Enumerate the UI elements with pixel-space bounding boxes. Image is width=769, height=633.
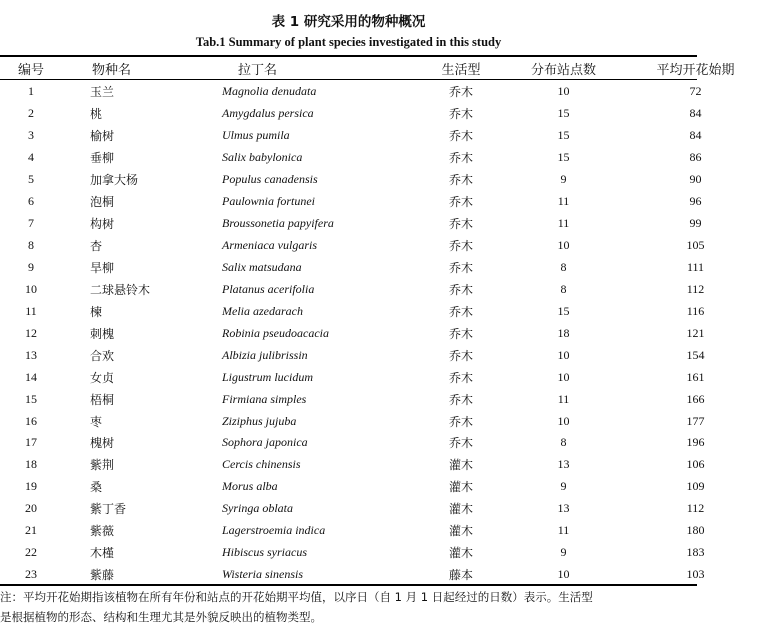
cell-latin-name: Armeniaca vulgaris bbox=[222, 238, 317, 253]
cell-latin-name: Paulownia fortunei bbox=[222, 194, 315, 209]
cell-mean-flowering: 84 bbox=[689, 106, 702, 121]
cell-mean-flowering: 166 bbox=[686, 391, 705, 406]
cell-number: 18 bbox=[25, 457, 37, 472]
cell-species-name: 二球悬铃木 bbox=[90, 282, 151, 297]
cell-station-count: 15 bbox=[557, 106, 570, 121]
cell-number: 20 bbox=[25, 501, 37, 516]
cell-mean-flowering: 86 bbox=[689, 150, 702, 165]
cell-latin-name: Sophora japonica bbox=[222, 435, 308, 450]
table-row bbox=[0, 213, 769, 235]
header-latin-name: 拉丁名 bbox=[238, 62, 278, 78]
cell-latin-name: Ziziphus jujuba bbox=[222, 413, 297, 428]
cell-mean-flowering: 154 bbox=[686, 347, 705, 362]
cell-species-name: 旱柳 bbox=[90, 260, 115, 275]
cell-mean-flowering: 84 bbox=[689, 128, 702, 143]
table-row bbox=[0, 564, 769, 586]
cell-mean-flowering: 196 bbox=[686, 435, 705, 450]
cell-station-count: 18 bbox=[557, 325, 570, 340]
cell-mean-flowering: 180 bbox=[686, 523, 705, 538]
table-row bbox=[0, 147, 769, 169]
cell-mean-flowering: 105 bbox=[686, 238, 705, 253]
table-row bbox=[0, 432, 769, 454]
cell-latin-name: Broussonetia papyifera bbox=[222, 216, 334, 231]
cell-station-count: 11 bbox=[557, 216, 570, 231]
cell-latin-name: Ulmus pumila bbox=[222, 128, 290, 143]
table-row bbox=[0, 542, 769, 564]
cell-station-count: 10 bbox=[557, 567, 570, 582]
footnote-line: 是根据植物的形态、结构和生理尤其是外貌反映出的植物类型。 bbox=[0, 610, 322, 624]
cell-station-count: 11 bbox=[557, 391, 570, 406]
cell-life-form: 灌木 bbox=[448, 502, 473, 517]
cell-latin-name: Ligustrum lucidum bbox=[222, 369, 314, 384]
header-number: 编号 bbox=[17, 61, 44, 77]
cell-number: 22 bbox=[25, 545, 37, 560]
table-row bbox=[0, 366, 769, 388]
cell-latin-name: Melia azedarach bbox=[222, 303, 303, 318]
cell-station-count: 8 bbox=[560, 281, 567, 296]
cell-number: 5 bbox=[28, 172, 34, 187]
cell-life-form: 乔木 bbox=[448, 436, 473, 451]
cell-mean-flowering: 183 bbox=[686, 545, 705, 560]
cell-mean-flowering: 103 bbox=[686, 567, 705, 582]
cell-life-form: 乔木 bbox=[448, 129, 473, 144]
cell-mean-flowering: 177 bbox=[686, 413, 705, 428]
cell-latin-name: Populus canadensis bbox=[222, 172, 318, 187]
table-row bbox=[0, 454, 769, 476]
cell-species-name: 女贞 bbox=[90, 370, 115, 385]
cell-mean-flowering: 90 bbox=[689, 172, 702, 187]
cell-species-name: 紫丁香 bbox=[90, 502, 127, 517]
cell-number: 9 bbox=[28, 259, 34, 274]
cell-life-form: 乔木 bbox=[448, 217, 473, 232]
cell-station-count: 8 bbox=[560, 259, 567, 274]
cell-station-count: 15 bbox=[557, 150, 570, 165]
cell-life-form: 灌木 bbox=[448, 524, 473, 539]
cell-station-count: 8 bbox=[560, 435, 567, 450]
cell-life-form: 乔木 bbox=[448, 173, 473, 188]
cell-number: 1 bbox=[28, 84, 34, 99]
cell-station-count: 15 bbox=[557, 128, 570, 143]
cell-number: 10 bbox=[25, 281, 37, 296]
cell-life-form: 乔木 bbox=[448, 304, 473, 319]
cell-mean-flowering: 96 bbox=[689, 194, 702, 209]
footnote-line: 注：平均开花始期指该植物在所有年份和站点的开花始期平均值，以序日（自 1 月 1 日起经过的日数）表示。生活型 bbox=[0, 590, 593, 604]
cell-species-name: 槐树 bbox=[90, 436, 115, 451]
cell-life-form: 灌木 bbox=[448, 480, 473, 495]
table-row bbox=[0, 388, 769, 410]
header-row bbox=[0, 57, 769, 79]
cell-number: 16 bbox=[25, 413, 37, 428]
cell-life-form: 乔木 bbox=[448, 392, 473, 407]
cell-species-name: 桑 bbox=[90, 480, 103, 495]
cell-number: 4 bbox=[28, 150, 34, 165]
cell-latin-name: Hibiscus syriacus bbox=[222, 545, 307, 560]
cell-latin-name: Wisteria sinensis bbox=[222, 567, 304, 582]
table-row bbox=[0, 278, 769, 300]
cell-station-count: 9 bbox=[560, 172, 567, 187]
cell-number: 11 bbox=[25, 303, 37, 318]
cell-latin-name: Robinia pseudoacacia bbox=[222, 325, 329, 340]
table-title-english: Tab.1 Summary of plant species investigated in this study bbox=[195, 35, 502, 49]
cell-species-name: 玉兰 bbox=[90, 85, 115, 100]
cell-species-name: 紫荆 bbox=[90, 458, 115, 473]
table-row bbox=[0, 257, 769, 279]
table-body bbox=[0, 79, 769, 586]
cell-species-name: 榆树 bbox=[90, 129, 115, 144]
cell-station-count: 11 bbox=[557, 194, 570, 209]
cell-latin-name: Albizia julibrissin bbox=[222, 347, 308, 362]
table-row bbox=[0, 520, 769, 542]
species-table bbox=[0, 57, 769, 586]
cell-station-count: 15 bbox=[557, 303, 570, 318]
table-row bbox=[0, 103, 769, 125]
table-footnote bbox=[0, 587, 697, 627]
cell-number: 19 bbox=[25, 479, 37, 494]
cell-life-form: 乔木 bbox=[448, 326, 473, 341]
cell-species-name: 加拿大杨 bbox=[90, 173, 139, 188]
cell-station-count: 10 bbox=[557, 413, 570, 428]
cell-species-name: 泡桐 bbox=[90, 195, 115, 210]
cell-life-form: 乔木 bbox=[448, 282, 473, 297]
cell-life-form: 乔木 bbox=[448, 414, 473, 429]
cell-mean-flowering: 112 bbox=[686, 281, 705, 296]
cell-number: 6 bbox=[28, 194, 34, 209]
cell-species-name: 楝 bbox=[90, 304, 103, 319]
cell-latin-name: Syringa oblata bbox=[222, 501, 293, 516]
header-species-name: 物种名 bbox=[92, 62, 132, 78]
cell-mean-flowering: 161 bbox=[686, 369, 705, 384]
cell-number: 13 bbox=[25, 347, 37, 362]
cell-station-count: 10 bbox=[557, 347, 570, 362]
cell-number: 17 bbox=[25, 435, 37, 450]
cell-number: 8 bbox=[28, 238, 34, 253]
cell-life-form: 乔木 bbox=[448, 195, 473, 210]
cell-number: 3 bbox=[28, 128, 34, 143]
cell-station-count: 13 bbox=[557, 501, 570, 516]
cell-species-name: 梧桐 bbox=[90, 392, 115, 407]
cell-station-count: 11 bbox=[557, 523, 570, 538]
table-row bbox=[0, 498, 769, 520]
cell-latin-name: Cercis chinensis bbox=[222, 457, 301, 472]
cell-mean-flowering: 72 bbox=[689, 84, 702, 99]
table-row bbox=[0, 191, 769, 213]
table-row bbox=[0, 476, 769, 498]
cell-mean-flowering: 121 bbox=[686, 325, 705, 340]
cell-species-name: 合欢 bbox=[90, 348, 115, 363]
header-life-form: 生活型 bbox=[441, 62, 481, 78]
cell-species-name: 桃 bbox=[90, 107, 103, 122]
cell-number: 23 bbox=[25, 567, 37, 582]
cell-life-form: 灌木 bbox=[448, 458, 473, 473]
cell-station-count: 9 bbox=[560, 545, 567, 560]
cell-life-form: 灌木 bbox=[448, 546, 473, 561]
cell-life-form: 乔木 bbox=[448, 107, 473, 122]
cell-species-name: 木槿 bbox=[90, 546, 115, 561]
table-row bbox=[0, 410, 769, 432]
cell-number: 15 bbox=[25, 391, 37, 406]
cell-life-form: 乔木 bbox=[448, 85, 473, 100]
cell-mean-flowering: 109 bbox=[686, 479, 705, 494]
table-row bbox=[0, 344, 769, 366]
header-station-count: 分布站点数 bbox=[530, 61, 596, 77]
cell-latin-name: Lagerstroemia indica bbox=[222, 523, 326, 538]
header-mean-flowering: 平均开花始期 bbox=[656, 61, 735, 77]
cell-life-form: 藤本 bbox=[448, 568, 473, 583]
cell-life-form: 乔木 bbox=[448, 260, 473, 275]
cell-number: 2 bbox=[28, 106, 34, 121]
cell-mean-flowering: 112 bbox=[686, 501, 705, 516]
cell-species-name: 构树 bbox=[90, 217, 115, 232]
cell-species-name: 紫薇 bbox=[90, 524, 115, 539]
table-row bbox=[0, 300, 769, 322]
cell-life-form: 乔木 bbox=[448, 348, 473, 363]
table-row bbox=[0, 125, 769, 147]
table-row bbox=[0, 235, 769, 257]
cell-life-form: 乔木 bbox=[448, 370, 473, 385]
table-row bbox=[0, 169, 769, 191]
table-row bbox=[0, 79, 769, 103]
cell-latin-name: Platanus acerifolia bbox=[222, 281, 315, 296]
cell-mean-flowering: 106 bbox=[686, 457, 705, 472]
cell-latin-name: Salix matsudana bbox=[222, 259, 302, 274]
cell-number: 14 bbox=[25, 369, 37, 384]
cell-species-name: 垂柳 bbox=[90, 151, 115, 166]
cell-latin-name: Amygdalus persica bbox=[222, 106, 314, 121]
cell-number: 12 bbox=[25, 325, 37, 340]
cell-latin-name: Firmiana simples bbox=[222, 391, 307, 406]
cell-latin-name: Magnolia denudata bbox=[222, 84, 317, 99]
cell-mean-flowering: 116 bbox=[686, 303, 705, 318]
cell-station-count: 10 bbox=[557, 238, 570, 253]
table-row bbox=[0, 322, 769, 344]
cell-station-count: 10 bbox=[557, 369, 570, 384]
cell-species-name: 枣 bbox=[90, 414, 103, 429]
cell-station-count: 9 bbox=[560, 479, 567, 494]
cell-station-count: 10 bbox=[557, 84, 570, 99]
cell-life-form: 乔木 bbox=[448, 151, 473, 166]
cell-station-count: 13 bbox=[557, 457, 570, 472]
cell-species-name: 紫藤 bbox=[90, 568, 115, 583]
cell-number: 7 bbox=[28, 216, 34, 231]
cell-mean-flowering: 99 bbox=[689, 216, 702, 231]
cell-latin-name: Salix babylonica bbox=[222, 150, 303, 165]
cell-life-form: 乔木 bbox=[448, 239, 473, 254]
cell-number: 21 bbox=[25, 523, 37, 538]
cell-mean-flowering: 111 bbox=[686, 259, 705, 274]
cell-species-name: 杏 bbox=[90, 239, 103, 254]
table-title-chinese: 表 1 研究采用的物种概况 bbox=[271, 14, 426, 30]
cell-species-name: 刺槐 bbox=[90, 326, 115, 341]
cell-latin-name: Morus alba bbox=[222, 479, 278, 494]
